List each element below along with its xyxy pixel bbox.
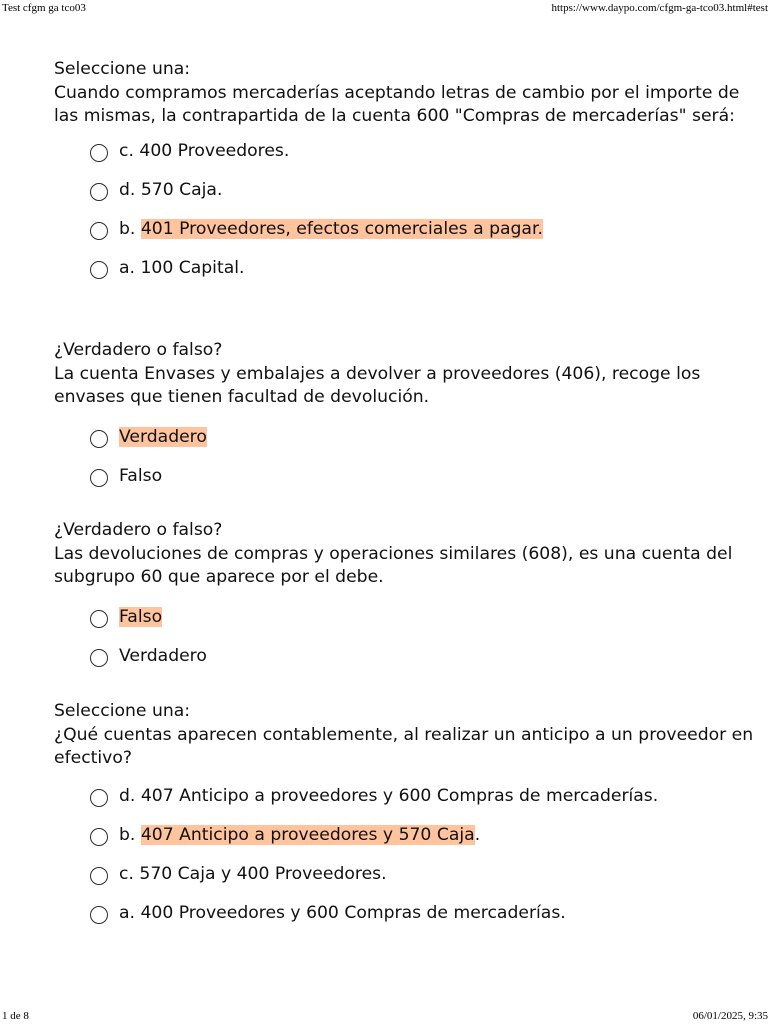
option-label bbox=[119, 140, 289, 163]
page-title: Test cfgm ga tco03 bbox=[2, 2, 86, 14]
option-text: Verdadero bbox=[119, 645, 207, 666]
question-2 bbox=[54, 339, 754, 500]
option-prefix: a. bbox=[119, 257, 141, 278]
option-prefix: c. bbox=[119, 140, 140, 161]
radio-button[interactable] bbox=[90, 828, 108, 846]
question-type: ¿Verdadero o falso? bbox=[54, 520, 223, 540]
option-label bbox=[119, 824, 480, 847]
page-number: 1 de 8 bbox=[2, 1010, 29, 1022]
option-label bbox=[119, 257, 244, 280]
question-text: ¿Qué cuentas aparecen contablemente, al realizar un anticipo a un proveedor en efectivo? bbox=[54, 724, 754, 768]
option-label bbox=[119, 179, 222, 202]
option-text: Falso bbox=[119, 606, 163, 627]
print-footer bbox=[0, 1008, 768, 1024]
option-text: Falso bbox=[119, 465, 163, 486]
answer-option[interactable] bbox=[54, 602, 754, 641]
radio-button[interactable] bbox=[90, 222, 108, 240]
radio-button[interactable] bbox=[90, 261, 108, 279]
question-type: Seleccione una: bbox=[54, 59, 191, 79]
answer-options bbox=[54, 781, 754, 937]
answer-option[interactable] bbox=[54, 898, 754, 937]
question-text: Cuando compramos mercaderías aceptando letras de cambio por el importe de las mismas, la contrapartida de la cuenta 600 "Compras de mercaderías" será: bbox=[54, 82, 740, 126]
answer-option[interactable] bbox=[54, 422, 754, 461]
answer-option[interactable] bbox=[54, 461, 754, 500]
option-prefix: d. bbox=[119, 179, 141, 200]
option-suffix: . bbox=[474, 824, 481, 845]
option-text: 407 Anticipo a proveedores y 600 Compras de mercaderías. bbox=[140, 785, 659, 806]
question-3 bbox=[54, 519, 754, 680]
answer-option[interactable] bbox=[54, 820, 754, 859]
option-text: 570 Caja y 400 Proveedores. bbox=[139, 863, 387, 884]
answer-option[interactable] bbox=[54, 175, 754, 214]
answer-option[interactable] bbox=[54, 859, 754, 898]
radio-button[interactable] bbox=[90, 430, 108, 448]
question-1 bbox=[54, 58, 754, 292]
option-label bbox=[119, 785, 658, 808]
radio-button[interactable] bbox=[90, 649, 108, 667]
option-label bbox=[119, 902, 566, 925]
option-text: 100 Capital. bbox=[140, 257, 245, 278]
page-url: https://www.daypo.com/cfgm-ga-tco03.html#test bbox=[551, 2, 768, 14]
answer-option[interactable] bbox=[54, 136, 754, 175]
option-label bbox=[119, 218, 543, 241]
radio-button[interactable] bbox=[90, 469, 108, 487]
answer-option[interactable] bbox=[54, 641, 754, 680]
question-text: Las devoluciones de compras y operaciones similares (608), es una cuenta del subgrupo 60 que aparece por el debe. bbox=[54, 543, 733, 587]
answer-option[interactable] bbox=[54, 253, 754, 292]
option-text: 407 Anticipo a proveedores y 570 Caja bbox=[140, 824, 475, 845]
answer-option[interactable] bbox=[54, 781, 754, 820]
radio-button[interactable] bbox=[90, 183, 108, 201]
radio-button[interactable] bbox=[90, 610, 108, 628]
option-prefix: a. bbox=[119, 902, 141, 923]
option-label bbox=[119, 863, 387, 886]
question-type: Seleccione una: bbox=[54, 701, 191, 721]
option-text: 401 Proveedores, efectos comerciales a pagar. bbox=[140, 218, 543, 239]
option-label bbox=[119, 465, 162, 488]
radio-button[interactable] bbox=[90, 867, 108, 885]
option-text: 570 Caja. bbox=[140, 179, 223, 200]
radio-button[interactable] bbox=[90, 906, 108, 924]
question-text: La cuenta Envases y embalajes a devolver a proveedores (406), recoge los envases que tienen facultad de devolución. bbox=[54, 363, 701, 407]
print-datetime: 06/01/2025, 9:35 bbox=[692, 1010, 768, 1022]
answer-options bbox=[54, 136, 754, 292]
option-text: 400 Proveedores y 600 Compras de mercaderías. bbox=[140, 902, 566, 923]
question-type: ¿Verdadero o falso? bbox=[54, 340, 223, 360]
option-label bbox=[119, 645, 207, 668]
option-prefix: d. bbox=[119, 785, 141, 806]
option-text: 400 Proveedores. bbox=[139, 140, 290, 161]
option-prefix: b. bbox=[119, 824, 141, 845]
answer-options bbox=[54, 602, 754, 680]
radio-button[interactable] bbox=[90, 789, 108, 807]
option-prefix: b. bbox=[119, 218, 141, 239]
option-label bbox=[119, 606, 162, 629]
print-header bbox=[0, 0, 768, 16]
answer-option[interactable] bbox=[54, 214, 754, 253]
radio-button[interactable] bbox=[90, 144, 108, 162]
answer-options bbox=[54, 422, 754, 500]
option-label bbox=[119, 426, 207, 449]
question-4 bbox=[54, 700, 754, 937]
option-prefix: c. bbox=[119, 863, 140, 884]
option-text: Verdadero bbox=[119, 426, 207, 447]
